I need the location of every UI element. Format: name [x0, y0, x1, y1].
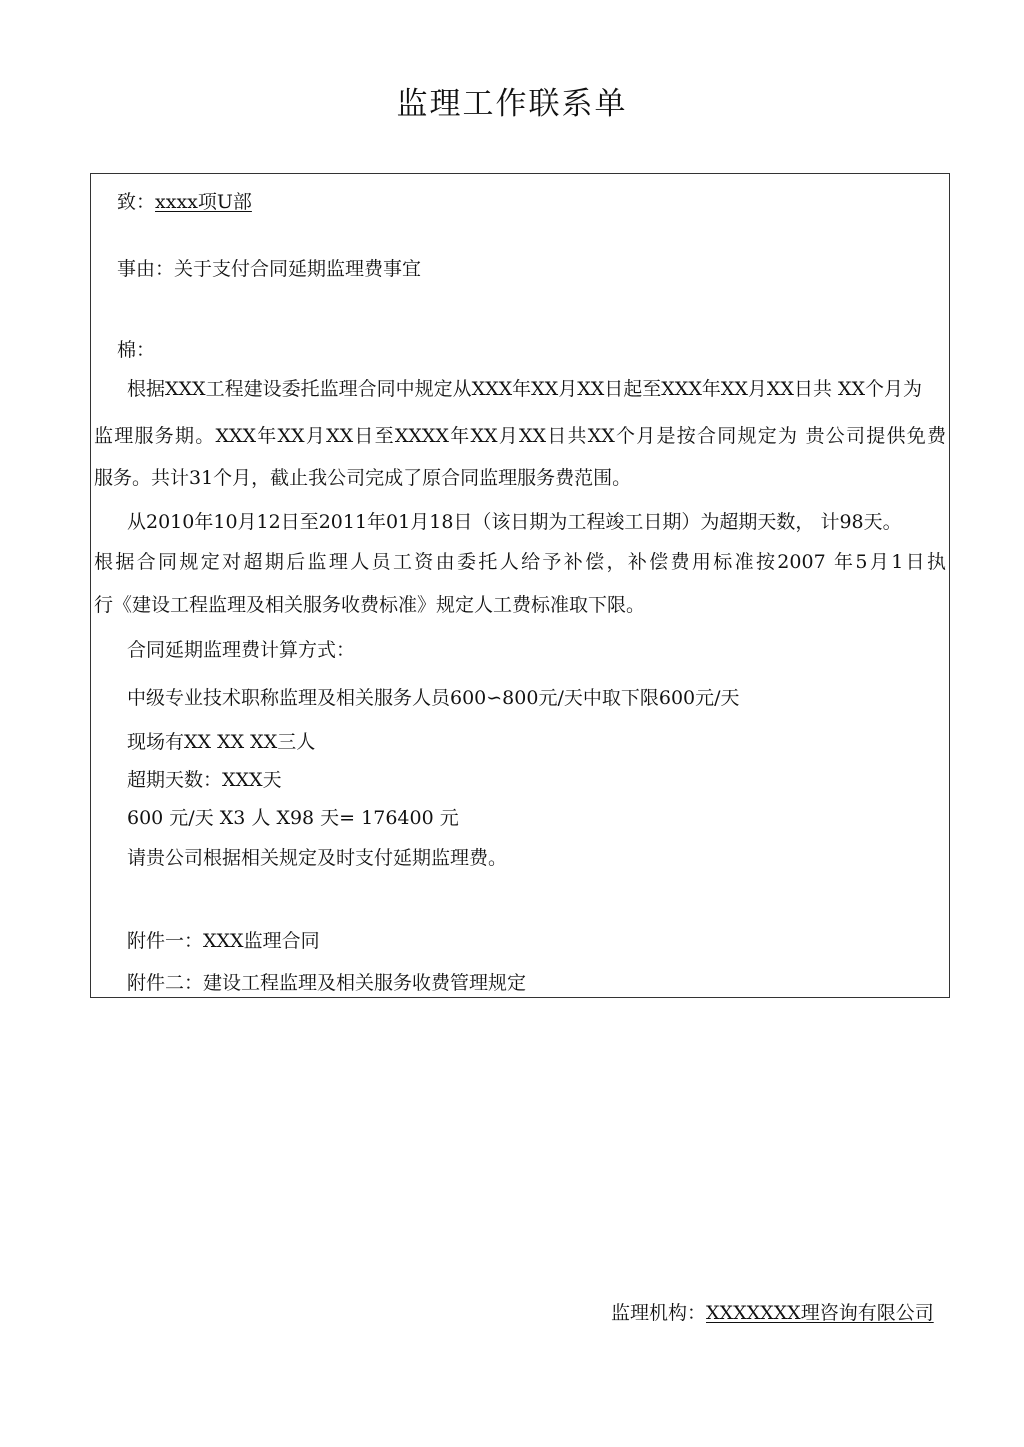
page-title: 监理工作联系单 — [396, 86, 628, 122]
subject-label: 事由： — [117, 258, 175, 280]
recipient-line — [117, 190, 252, 214]
recipient-value: xxxx项U部 — [155, 191, 252, 213]
subject-line — [117, 257, 421, 281]
letter-body-box — [90, 173, 950, 998]
calc-formula: 600 元/天 X3 人 X98 天= 176400 元 — [127, 807, 459, 829]
calc-heading: 合同延期监理费计算方式： — [127, 639, 356, 661]
calc-rate: 中级专业技术职称监理及相关服务人员600∽800元/天中取下限600元/天 — [127, 687, 740, 709]
calc-days: 超期天数：XXX天 — [127, 769, 282, 791]
para2-line3: 行《建设工程监理及相关服务收费标准》规定人工费标准取下限。 — [94, 594, 646, 616]
supervisor-company: XXXXXXX理咨询有限公司 — [706, 1302, 934, 1324]
para1-line1: 根据XXX工程建设委托监理合同中规定从XXX年XX月XX日起至XXX年XX月XX日共 XX个月为 — [127, 378, 923, 400]
para2-line2: 根据合同规定对超期后监理人员工资由委托人给予补偿，补偿费用标准按2007 年5月1日执 — [94, 551, 946, 573]
supervisor-label: 监理机构： — [611, 1302, 707, 1324]
payment-request: 请贵公司根据相关规定及时支付延期监理费。 — [127, 847, 508, 869]
attachment-2: 附件二：建设工程监理及相关服务收费管理规定 — [127, 972, 527, 994]
supervisor-signature-line — [611, 1298, 934, 1325]
para1-line3: 服务。共计31个月，截止我公司完成了原合同监理服务费范围。 — [94, 467, 632, 489]
recipient-label: 致： — [117, 191, 156, 213]
subject-value: 关于支付合同延期监理费事宜 — [174, 258, 422, 280]
content-label: 棉： — [117, 339, 156, 361]
calc-staff: 现场有XX XX XX三人 — [127, 731, 316, 753]
para1-line2: 监理服务期。XXX年XX月XX日至XXXX年XX月XX日共XX个月是按合同规定为 贵公司提供免费 — [94, 425, 946, 447]
para2-line1: 从2010年10月12日至2011年01月18日（该日期为工程竣工日期）为超期天数， 计98天。 — [127, 511, 902, 533]
attachment-1: 附件一：XXX监理合同 — [127, 930, 320, 952]
